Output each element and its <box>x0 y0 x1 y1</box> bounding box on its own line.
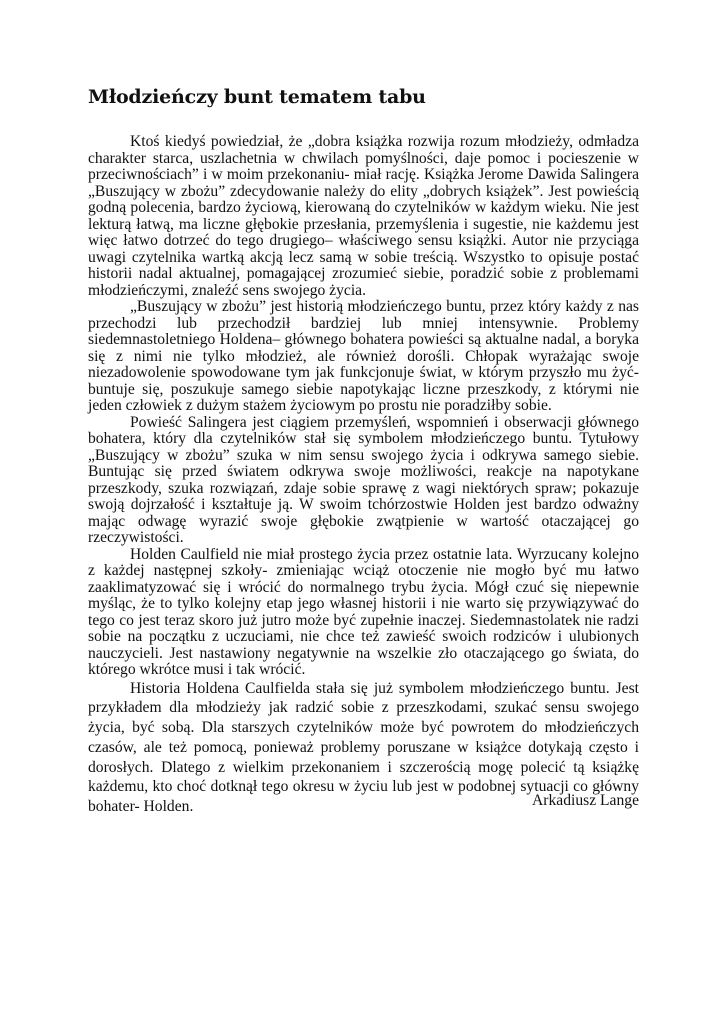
paragraph: Powieść Salingera jest ciągiem przemyśleń, wspomnień i obserwacji głównego bohatera, który dla czytelników stał się symbolem młodzieńczego buntu. Tytułowy „Buszujący w zbożu” szuka w nim sensu swojego życia i odkrywa samego siebie. Buntując się przed światem odkrywa swoje możliwości, reakcje na napotykane przeszkody, szuka rozwiązań, zdaje sobie sprawę z wagi niektórych spraw; pokazuje swoją dojrzałość i kształtuje ją. W swoim tchórzostwie Holden jest bardzo odważny mając odwagę wyrazić swoje głębokie zwątpienie w wartość otaczającej go rzeczywistości. <box>88 413 639 546</box>
author-signature: Arkadiusz Lange <box>532 792 639 809</box>
paragraph: „Buszujący w zbożu” jest historią młodzieńczego buntu, przez który każdy z nas przechodzi lub przechodził bardziej lub mniej intensywnie. Problemy siedemnastoletniego Holdena– głównego bohatera powieści są aktualne nadal, a boryka się z nimi nie tylko młodzież, ale również dorośli. Chłopak wyrażając swoje niezadowolenie spowodowane tym jak funkcjonuje świat, w którym przyszło mu żyć- buntuje się, poszukuje samego siebie napotykając liczne przeszkody, z którymi nie jeden człowiek z dużym stażem życiowym po prostu nie poradziłby sobie. <box>88 298 639 414</box>
paragraph: Holden Caulfield nie miał prostego życia przez ostatnie lata. Wyrzucany kolejno z każdej następnej szkoły- zmieniając wciąż otoczenie nie mogło być mu łatwo zaaklimatyzować się i wrócić do normalnego trybu życia. Mógł czuć się niepewnie myśląc, że to tylko kolejny etap jego własnej historii i nie warto się przywiązywać do tego co jest teraz skoro już jutro może być zupełnie inaczej. Siedemnastolatek nie radzi sobie na początku z uczuciami, nie chce też zawieść swoich rodziców i ulubionych nauczycieli. Jest nastawiony negatywnie na wszelkie zło otaczającego go świata, do którego wkrótce musi i tak wrócić. <box>88 545 639 678</box>
article-body <box>88 134 639 817</box>
paragraph: Historia Holdena Caulfielda stała się już symbolem młodzieńczego buntu. Jest przykładem dla młodzieży jak radzić sobie z przeszkodami, szukać sensu swojego życia, być sobą. Dla starszych czytelników może być powrotem do młodzieńczych czasów, ale też pomocą, ponieważ problemy poruszane w książce dotykają często i dorosłych. Dlatego z wielkim przekonaniem i szczerością mogę polecić tą książkę każdemu, kto choć dotknął tego okresu w życiu lub jest w podobnej sytuacji co główny bohater- Holden. <box>88 679 639 816</box>
page-title: Młodzieńczy bunt tematem tabu <box>88 86 426 108</box>
paragraph: Ktoś kiedyś powiedział, że „dobra książka rozwija rozum młodzieży, odmładza charakter starca, uszlachetnia w chwilach pomyślności, daje pomoc i pocieszenie w przeciwnościach” i w moim przekonaniu- miał rację. Książka Jerome Dawida Salingera „Buszujący w zbożu” zdecydowanie należy do elity „dobrych książek”. Jest powieścią godną polecenia, bardzo życiową, kierowaną do czytelników w każdym wieku. Nie jest lekturą łatwą, ma liczne głębokie przesłania, przemyślenia i sugestie, nie każdemu jest więc łatwo dotrzeć do tego drugiego– właściwego sensu książki. Autor nie przyciąga uwagi czytelnika wartką akcją lecz samą w sobie treścią. Wszystko to opisuje postać historii nadal aktualnej, pomagającej zrozumieć siebie, poradzić sobie z problemami młodzieńczymi, znaleźć sens swojego życia. <box>88 133 639 299</box>
